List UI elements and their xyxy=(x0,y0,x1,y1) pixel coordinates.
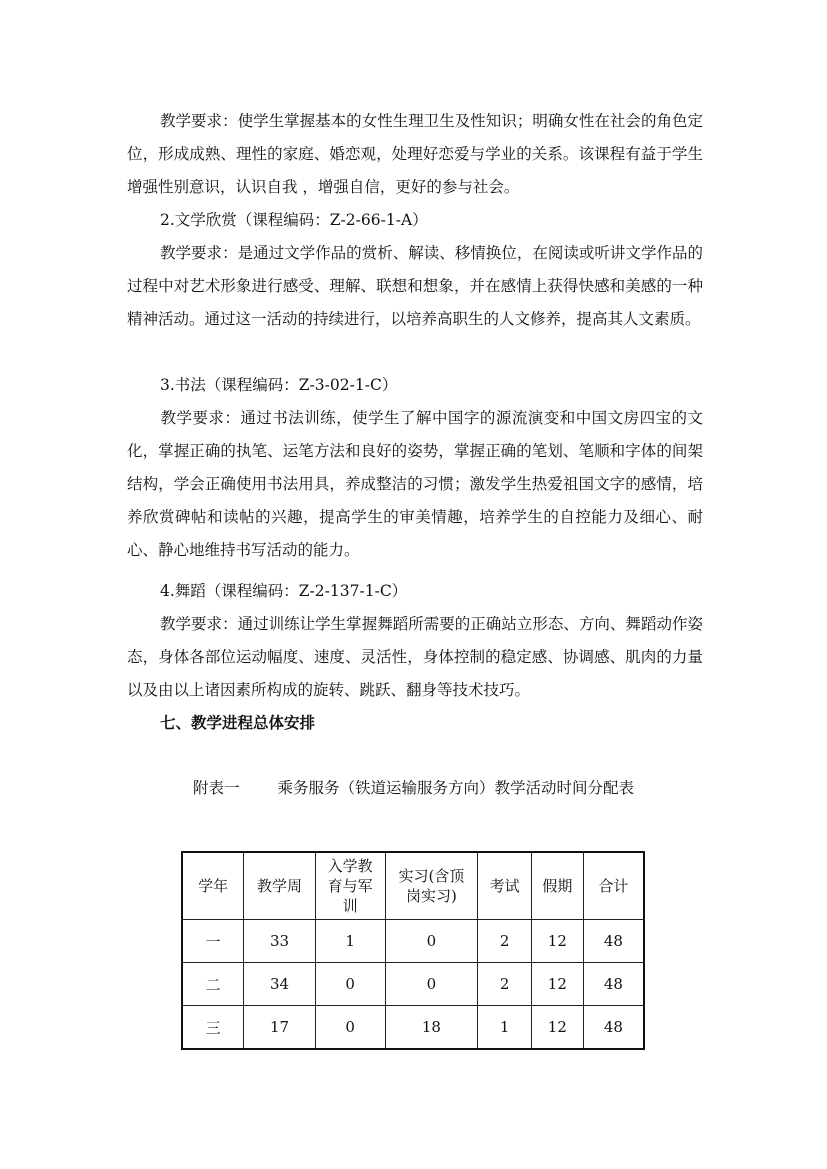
table-cell: 48 xyxy=(583,963,644,1006)
paragraph-text: 教学要求：通过书法训练，使学生了解中国字的源流演变和中国文房四宝的文化，掌握正确的执笔、运笔方法和良好的姿势，掌握正确的笔划、笔顺和字体的间架结构，学会正确使用书法用具，养成整洁的习惯；激发学生热爱祖国文字的感情，培养欣赏碑帖和读帖的兴趣，提高学生的审美情趣，培养学生的自控能力及细心、耐心、静心地维持书写活动的能力。 xyxy=(127,409,703,559)
table-cell: 0 xyxy=(385,920,478,963)
course-heading-literature xyxy=(127,204,703,237)
paragraph-womens-health-requirement xyxy=(127,105,703,204)
table-cell: 12 xyxy=(531,920,583,963)
table-cell: 0 xyxy=(315,963,385,1006)
table-cell: 0 xyxy=(385,963,478,1006)
table-cell: 12 xyxy=(531,963,583,1006)
table-cell: 一 xyxy=(182,920,244,963)
paragraph-text: 教学要求：通过训练让学生掌握舞蹈所需要的正确站立形态、方向、舞蹈动作姿态，身体各部位运动幅度、速度、灵活性，身体控制的稳定感、协调感、肌肉的力量以及由以上诸因素所构成的旋转、跳跃、翻身等技术技巧。 xyxy=(127,615,703,699)
table-cell: 1 xyxy=(315,920,385,963)
table-cell: 0 xyxy=(315,1006,385,1050)
table-cell: 34 xyxy=(244,963,316,1006)
course-heading-text: 4.舞蹈（课程编码：Z-2-137-1-C） xyxy=(160,582,408,600)
table-row xyxy=(182,1006,644,1050)
table-row xyxy=(182,963,644,1006)
table-row xyxy=(182,920,644,963)
table-cell: 2 xyxy=(478,920,532,963)
paragraph-literature-requirement xyxy=(127,237,703,336)
paragraph-text: 教学要求：是通过文学作品的赏析、解读、移情换位，在阅读或听讲文学作品的过程中对艺术形象进行感受、理解、联想和想象，并在感情上获得快感和美感的一种精神活动。通过这一活动的持续进行，以培养高职生的人文修养，提高其人文素质。 xyxy=(127,244,703,328)
section-heading: 七、教学进程总体安排 xyxy=(160,714,316,732)
table-cell: 1 xyxy=(478,1006,532,1050)
table-cell: 33 xyxy=(244,920,316,963)
header-cell: 教学周 xyxy=(244,852,316,920)
table-cell: 48 xyxy=(583,920,644,963)
table-caption-label: 附表一 xyxy=(192,779,240,797)
header-cell: 学年 xyxy=(182,852,244,920)
paragraph-text: 教学要求：使学生掌握基本的女性生理卫生及性知识；明确女性在社会的角色定位，形成成熟、理性的家庭、婚恋观，处理好恋爱与学业的关系。该课程有益于学生增强性别意识，认识自我 ，增强自信，更好的参与社会。 xyxy=(127,112,703,196)
table-cell: 2 xyxy=(478,963,532,1006)
header-cell: 实习(含顶岗实习) xyxy=(385,852,478,920)
course-heading-calligraphy xyxy=(127,369,703,402)
course-heading-text: 3.书法（课程编码：Z-3-02-1-C） xyxy=(160,376,398,394)
table-cell: 48 xyxy=(583,1006,644,1050)
course-heading-text: 2.文学欣赏（课程编码：Z-2-66-1-A） xyxy=(160,211,428,229)
time-allocation-table xyxy=(181,851,645,1050)
table-caption-title: 乘务服务（铁道运输服务方向）教学活动时间分配表 xyxy=(277,779,635,797)
table-cell: 二 xyxy=(182,963,244,1006)
table-cell: 18 xyxy=(385,1006,478,1050)
table-caption xyxy=(0,772,827,805)
table-cell: 17 xyxy=(244,1006,316,1050)
header-cell: 考试 xyxy=(478,852,532,920)
header-cell: 合计 xyxy=(583,852,644,920)
header-cell: 入学教育与军训 xyxy=(315,852,385,920)
course-heading-dance xyxy=(127,575,703,608)
table-cell: 三 xyxy=(182,1006,244,1050)
paragraph-dance-requirement xyxy=(127,608,703,707)
paragraph-calligraphy-requirement xyxy=(127,402,703,567)
table-cell: 12 xyxy=(531,1006,583,1050)
header-cell: 假期 xyxy=(531,852,583,920)
table-header-row xyxy=(182,852,644,920)
